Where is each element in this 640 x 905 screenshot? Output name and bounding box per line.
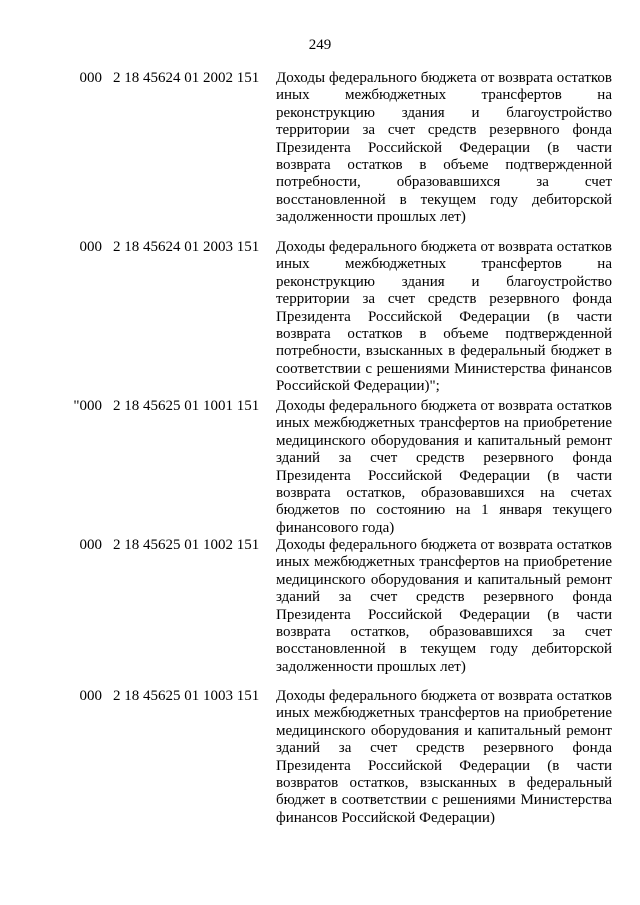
income-description: Доходы федерального бюджета от возврата остатков иных межбюджетных трансфертов на приобретение медицинского оборудования и капитальный ремонт зданий за счет средств резервного фонда Президента Российской Федерации (в части возврата остатков, образовавшихся на счетах бюджетов по состоянию на 1 января текущего финансового года) [276,398,612,536]
budget-classification-code: 2 18 45625 01 1003 151 [113,688,260,704]
income-description: Доходы федерального бюджета от возврата остатков иных межбюджетных трансфертов на реконструкцию здания и благоустройство территории за счет средств резервного фонда Президента Российской Федерации (в части возврата остатков в объеме подтвержденной потребности, образовавшихся за счет восстановленной в текущем году дебиторской задолженности прошлых лет) [276,70,612,226]
budget-classification-code: 2 18 45625 01 1002 151 [113,537,260,553]
admin-code: 000 [79,537,102,553]
admin-code: 000 [79,239,102,255]
admin-code: 000 [79,70,102,86]
admin-code: "000 [73,398,102,414]
budget-classification-code: 2 18 45625 01 1001 151 [113,398,260,414]
budget-classification-code: 2 18 45624 01 2002 151 [113,70,260,86]
income-description: Доходы федерального бюджета от возврата остатков иных межбюджетных трансфертов на приобретение медицинского оборудования и капитальный ремонт зданий за счет средств резервного фонда Президента Российской Федерации (в части возврата остатков, образовавшихся за счет восстановленной в текущем году дебиторской задолженности прошлых лет) [276,537,612,675]
income-description: Доходы федерального бюджета от возврата остатков иных межбюджетных трансфертов на реконструкцию здания и благоустройство территории за счет средств резервного фонда Президента Российской Федерации (в части возврата остатков в объеме подтвержденной потребности, взысканных в федеральный бюджет в соответствии с решениями Министерства финансов Российской Федерации)"; [276,239,612,395]
budget-classification-code: 2 18 45624 01 2003 151 [113,239,260,255]
page-number: 249 [308,37,332,53]
income-description: Доходы федерального бюджета от возврата остатков иных межбюджетных трансфертов на приобретение медицинского оборудования и капитальный ремонт зданий за счет средств резервного фонда Президента Российской Федерации (в части возвратов остатков, взысканных в федеральный бюджет в соответствии с решениями Министерства финансов Российской Федерации) [276,688,612,826]
admin-code: 000 [79,688,102,704]
